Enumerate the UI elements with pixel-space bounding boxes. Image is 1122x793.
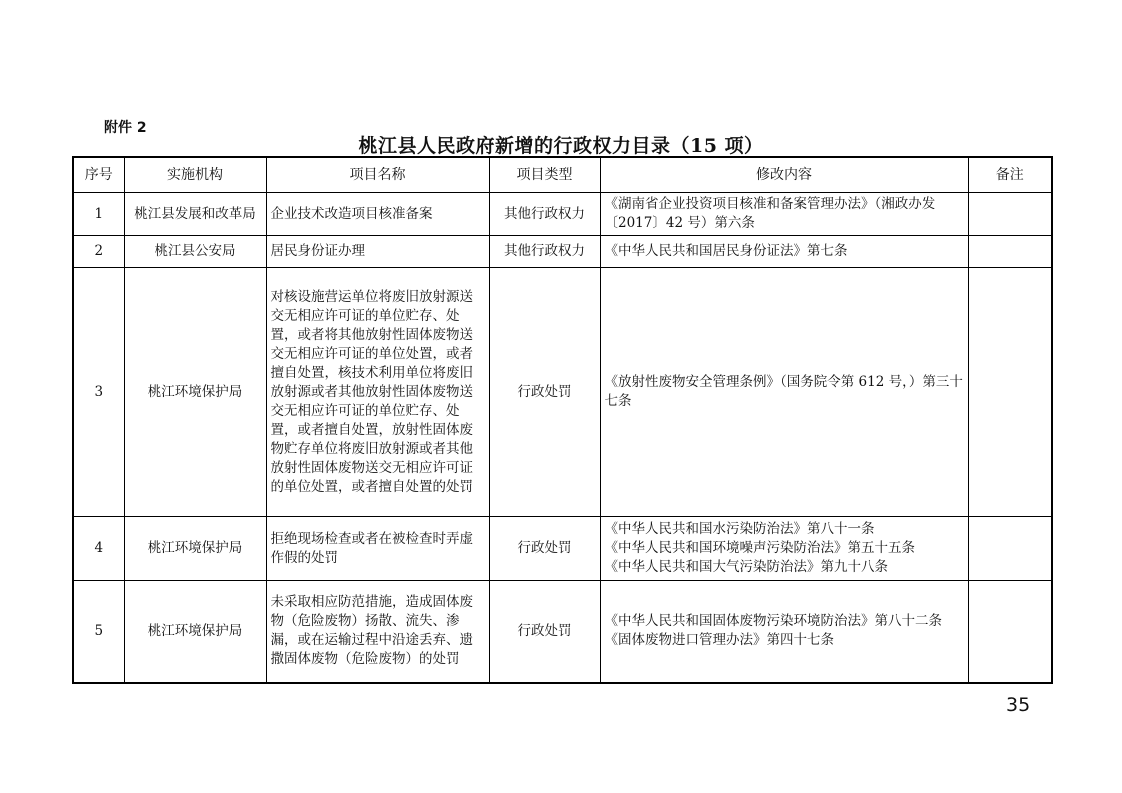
table-row (73, 517, 1052, 581)
row-item: 企业技术改造项目核准备案 (266, 193, 489, 236)
row-note (968, 268, 1052, 517)
row-content: 《中华人民共和国居民身份证法》第七条 (600, 236, 968, 268)
row-item: 未采取相应防范措施，造成固体废物（危险废物）扬散、流失、渗漏，或在运输过程中沿途丢弃、遗撒固体废物（危险废物）的处罚 (266, 581, 489, 683)
header-item: 项目名称 (266, 157, 489, 193)
header-content: 修改内容 (600, 157, 968, 193)
table-row (73, 193, 1052, 236)
row-content: 《中华人民共和国固体废物污染环境防治法》第八十二条 《固体废物进口管理办法》第四十七条 (600, 581, 968, 683)
row-type: 其他行政权力 (489, 193, 600, 236)
row-type: 行政处罚 (489, 268, 600, 517)
row-no: 3 (73, 268, 124, 517)
row-note (968, 193, 1052, 236)
table-row (73, 268, 1052, 517)
power-catalog-table (72, 156, 1053, 684)
table-row (73, 581, 1052, 683)
row-type: 其他行政权力 (489, 236, 600, 268)
row-agency: 桃江环境保护局 (124, 517, 266, 581)
page-number: 35 (1006, 694, 1031, 716)
row-content: 《湖南省企业投资项目核准和备案管理办法》（湘政办发〔2017〕42 号）第六条 (600, 193, 968, 236)
row-content: 《中华人民共和国水污染防治法》第八十一条 《中华人民共和国环境噪声污染防治法》第五十五条 《中华人民共和国大气污染防治法》第九十八条 (600, 517, 968, 581)
row-note (968, 581, 1052, 683)
table-row (73, 236, 1052, 268)
attachment-label: 附件 2 (104, 120, 147, 136)
row-note (968, 236, 1052, 268)
row-agency: 桃江环境保护局 (124, 268, 266, 517)
header-no: 序号 (73, 157, 124, 193)
row-no: 5 (73, 581, 124, 683)
header-agency: 实施机构 (124, 157, 266, 193)
row-item: 对核设施营运单位将废旧放射源送交无相应许可证的单位贮存、处置，或者将其他放射性固体废物送交无相应许可证的单位处置，或者擅自处置，核技术利用单位将废旧放射源或者其他放射性固体废物送交无相应许可证的单位贮存、处置，或者擅自处置，放射性固体废物贮存单位将废旧放射源或者其他放射性固体废物送交无相应许可证的单位处置，或者擅自处置的处罚 (266, 268, 489, 517)
row-note (968, 517, 1052, 581)
row-no: 4 (73, 517, 124, 581)
header-type: 项目类型 (489, 157, 600, 193)
row-agency: 桃江县公安局 (124, 236, 266, 268)
row-type: 行政处罚 (489, 517, 600, 581)
row-content: 《放射性废物安全管理条例》（国务院令第 612 号，）第三十七条 (600, 268, 968, 517)
row-agency: 桃江环境保护局 (124, 581, 266, 683)
document-title: 桃江县人民政府新增的行政权力目录（15 项） (358, 135, 764, 157)
row-item: 居民身份证办理 (266, 236, 489, 268)
header-note: 备注 (968, 157, 1052, 193)
row-agency: 桃江县发展和改革局 (124, 193, 266, 236)
row-no: 2 (73, 236, 124, 268)
table-header-row (73, 157, 1052, 193)
row-no: 1 (73, 193, 124, 236)
row-type: 行政处罚 (489, 581, 600, 683)
row-item: 拒绝现场检查或者在被检查时弄虚作假的处罚 (266, 517, 489, 581)
